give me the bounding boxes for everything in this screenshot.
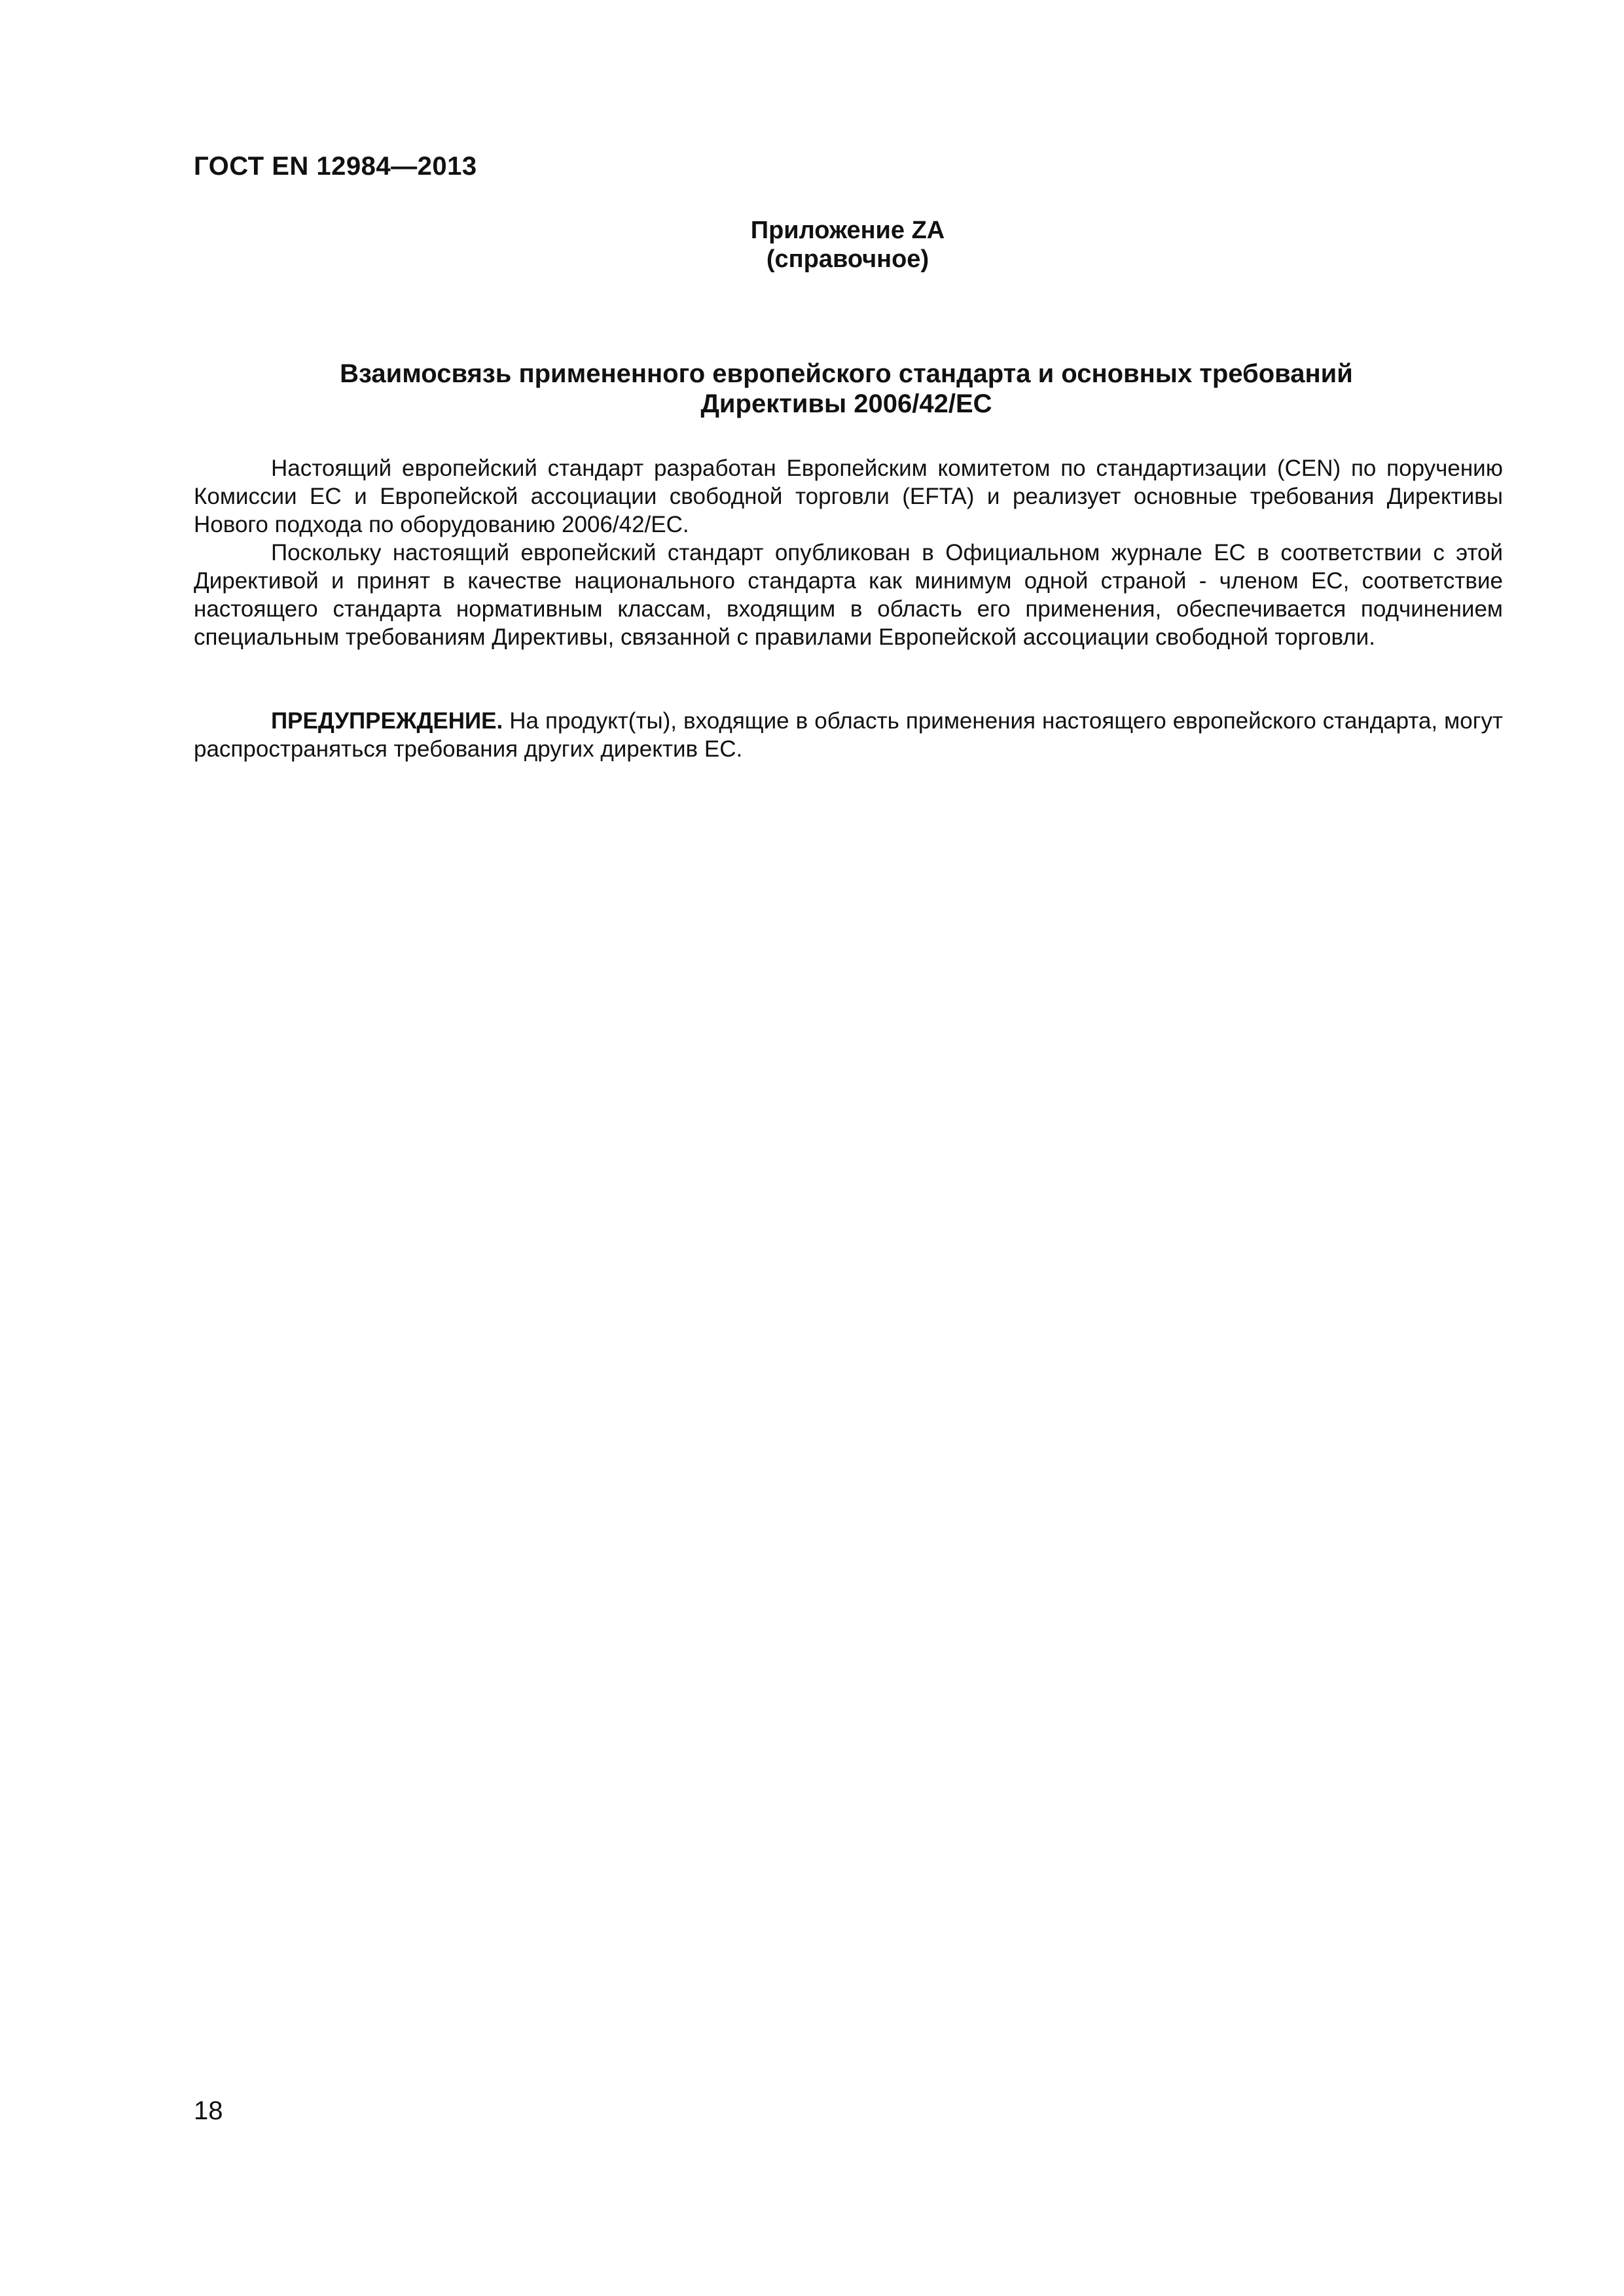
- annex-kind: (справочное): [766, 245, 929, 273]
- annex-title: Приложение ZA: [750, 217, 945, 244]
- paragraph-1: [194, 454, 1503, 539]
- paragraph-text: Поскольку настоящий европейский стандарт опубликован в Официальном журнале ЕС в соответствии с этой Директивой и принят в качестве национального стандарта как минимум одной страной - членом ЕС, соответствие настоящего стандарта нормативным классам, входящим в область его применения, обеспечивается подчинением специальным требованиям Директивы, связанной с правилами Европейской ассоциации свободной торговли.: [194, 540, 1503, 650]
- warning-text: На продукт(ты), входящие в область применения настоящего европейского стандарта, могут распространяться требования других директив ЕС.: [194, 708, 1503, 762]
- paragraph-2: [194, 539, 1503, 651]
- document-designation: ГОСТ EN 12984—2013: [194, 152, 477, 181]
- paragraph-text: Настоящий европейский стандарт разработан Европейским комитетом по стандартизации (CEN) по поручению Комиссии ЕС и Европейской ассоциации свободной торговли (EFTA) и реализует основные требования Директивы Нового подхода по оборудованию 2006/42/ЕС.: [194, 456, 1503, 537]
- section-heading-line-2: Директивы 2006/42/ЕС: [700, 389, 992, 418]
- warning-text-block: [194, 707, 1503, 763]
- warning-paragraph: [194, 707, 1503, 763]
- page-number: 18: [194, 2096, 223, 2125]
- section-heading-line-1: Взаимосвязь примененного европейского стандарта и основных требований: [340, 359, 1353, 388]
- warning-label: ПРЕДУПРЕЖДЕНИЕ.: [271, 708, 503, 734]
